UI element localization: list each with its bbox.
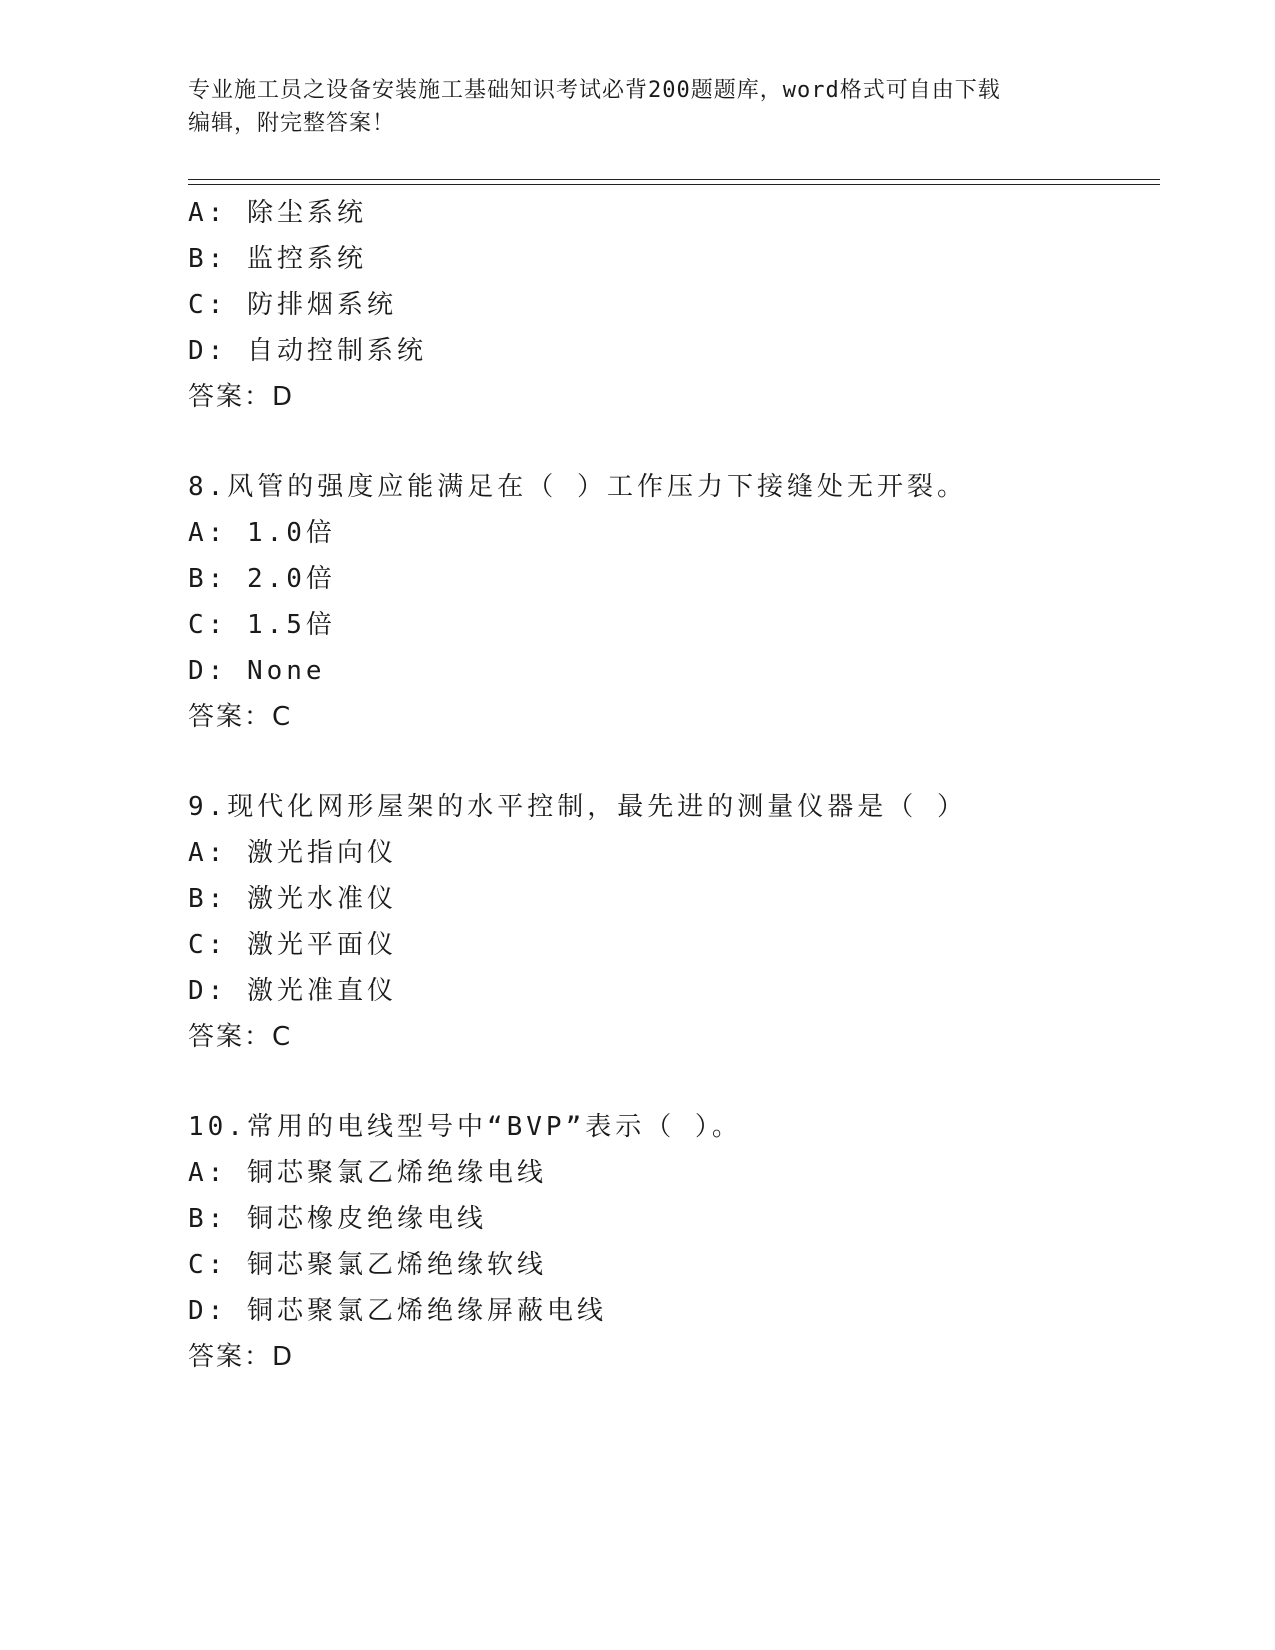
answer-line: 答案：C [188,1022,293,1052]
option-a: A: 1.0倍 [188,518,336,548]
option-d: D: 自动控制系统 [188,336,427,366]
option-c: C: 防排烟系统 [188,290,397,320]
option-a: A: 除尘系统 [188,198,367,228]
question-block-7 [188,190,1168,420]
answer-line: 答案：D [188,382,295,412]
question-block-8 [188,464,1168,740]
question-stem: 8.风管的强度应能满足在（ ）工作压力下接缝处无开裂。 [188,472,967,502]
question-stem: 9.现代化网形屋架的水平控制，最先进的测量仪器是（ ） [188,792,967,822]
question-block-10 [188,1104,1168,1380]
option-b: B: 2.0倍 [188,564,336,594]
option-b: B: 激光水准仪 [188,884,397,914]
option-b: B: 铜芯橡皮绝缘电线 [188,1204,487,1234]
header-title-line-1: 专业施工员之设备安装施工基础知识考试必背200题题库，word格式可自由下载 [188,78,1001,103]
header-divider-bottom [188,184,1160,185]
option-a: A: 激光指向仪 [188,838,397,868]
option-c: C: 铜芯聚氯乙烯绝缘软线 [188,1250,547,1280]
option-d: D: 铜芯聚氯乙烯绝缘屏蔽电线 [188,1296,607,1326]
option-c: C: 激光平面仪 [188,930,397,960]
question-list [188,190,1168,1380]
header-divider-top [188,179,1160,180]
document-header [188,74,1078,140]
option-d: D: 激光准直仪 [188,976,397,1006]
question-block-9 [188,784,1168,1060]
answer-line: 答案：D [188,1342,295,1372]
question-stem: 10.常用的电线型号中“BVP”表示（ ）。 [188,1112,742,1142]
option-b: B: 监控系统 [188,244,367,274]
option-d: D: None [188,656,326,686]
header-title-line-2: 编辑，附完整答案！ [188,111,396,136]
option-a: A: 铜芯聚氯乙烯绝缘电线 [188,1158,547,1188]
option-c: C: 1.5倍 [188,610,336,640]
answer-line: 答案：C [188,702,293,732]
